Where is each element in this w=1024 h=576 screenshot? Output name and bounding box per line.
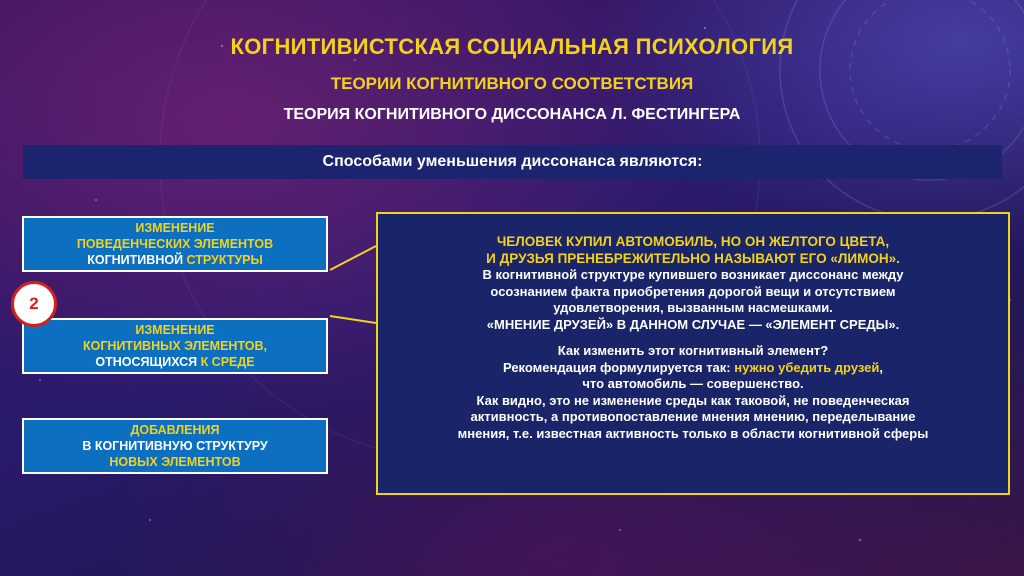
conclusion-1: Как видно, это не изменение среды как таковой, не поведенческая: [476, 392, 910, 408]
number-badge: 2: [11, 281, 57, 327]
method-3-line-1: ДОБАВЛЕНИЯ: [130, 423, 220, 437]
method-1-line-2: ПОВЕДЕНЧЕСКИХ ЭЛЕМЕНТОВ: [76, 237, 274, 251]
question-2: Рекомендация формулируется так: нужно убедить друзей,: [502, 359, 884, 375]
method-3-line-3: НОВЫХ ЭЛЕМЕНТОВ: [109, 455, 241, 469]
example-heading-2: И ДРУЗЬЯ ПРЕНЕБРЕЖИТЕЛЬНО НАЗЫВАЮТ ЕГО «ЛИМОН».: [486, 250, 900, 266]
method-2-line-3b: К СРЕДЕ: [200, 355, 255, 369]
method-1-line-1: ИЗМЕНЕНИЕ: [135, 221, 215, 235]
method-2-line-1: ИЗМЕНЕНИЕ: [135, 323, 215, 337]
method-2-line-3a: ОТНОСЯЩИХСЯ: [95, 355, 201, 369]
method-3-line-2: В КОГНИТИВНУЮ СТРУКТУРУ: [82, 439, 268, 453]
conclusion-3: мнения, т.е. известная активность только в области когнитивной сферы: [457, 425, 929, 441]
example-heading-1: ЧЕЛОВЕК КУПИЛ АВТОМОБИЛЬ, НО ОН ЖЕЛТОГО ЦВЕТА,: [496, 234, 890, 249]
method-box-addition: [22, 418, 328, 474]
method-1-line-3a: КОГНИТИВНОЙ: [87, 253, 187, 267]
question-1: Как изменить этот когнитивный элемент?: [557, 343, 829, 358]
page-title: КОГНИТИВИСТСКАЯ СОЦИАЛЬНАЯ ПСИХОЛОГИЯ: [230, 34, 794, 59]
page-subtitle: ТЕОРИИ КОГНИТИВНОГО СООТВЕТСТВИЯ: [330, 74, 694, 93]
method-box-environment: [22, 318, 328, 374]
theory-heading: ТЕОРИЯ КОГНИТИВНОГО ДИССОНАНСА Л. ФЕСТИНГЕРА: [283, 106, 741, 123]
example-text-1: В когнитивной структуре купившего возникает диссонанс между: [482, 267, 904, 282]
question-2-a: Рекомендация формулируется так:: [502, 359, 735, 375]
method-1-line-3b: СТРУКТУРЫ: [186, 253, 263, 267]
question-2-b: нужно убедить друзей: [734, 359, 880, 375]
method-box-behavioral: [22, 216, 328, 272]
conclusion-2: активность, а противопоставление мнения мнению, переделывание: [470, 409, 916, 424]
example-text-4: «МНЕНИЕ ДРУЗЕЙ» В ДАННОМ СЛУЧАЕ — «ЭЛЕМЕНТ СРЕДЫ».: [486, 316, 900, 332]
method-1-line-3: [87, 252, 263, 268]
example-text-3: удовлетворения, вызванным насмешками.: [553, 300, 833, 315]
method-2-line-2: КОГНИТИВНЫХ ЭЛЕМЕНТОВ,: [82, 339, 268, 353]
method-2-line-3: [95, 354, 254, 370]
example-text-2: осознанием факта приобретения дорогой вещи и отсутствием: [490, 283, 896, 299]
methods-banner-text: Способами уменьшения диссонанса являются:: [322, 153, 703, 170]
example-panel: [376, 212, 1010, 495]
question-3: что автомобиль — совершенство.: [582, 376, 804, 391]
